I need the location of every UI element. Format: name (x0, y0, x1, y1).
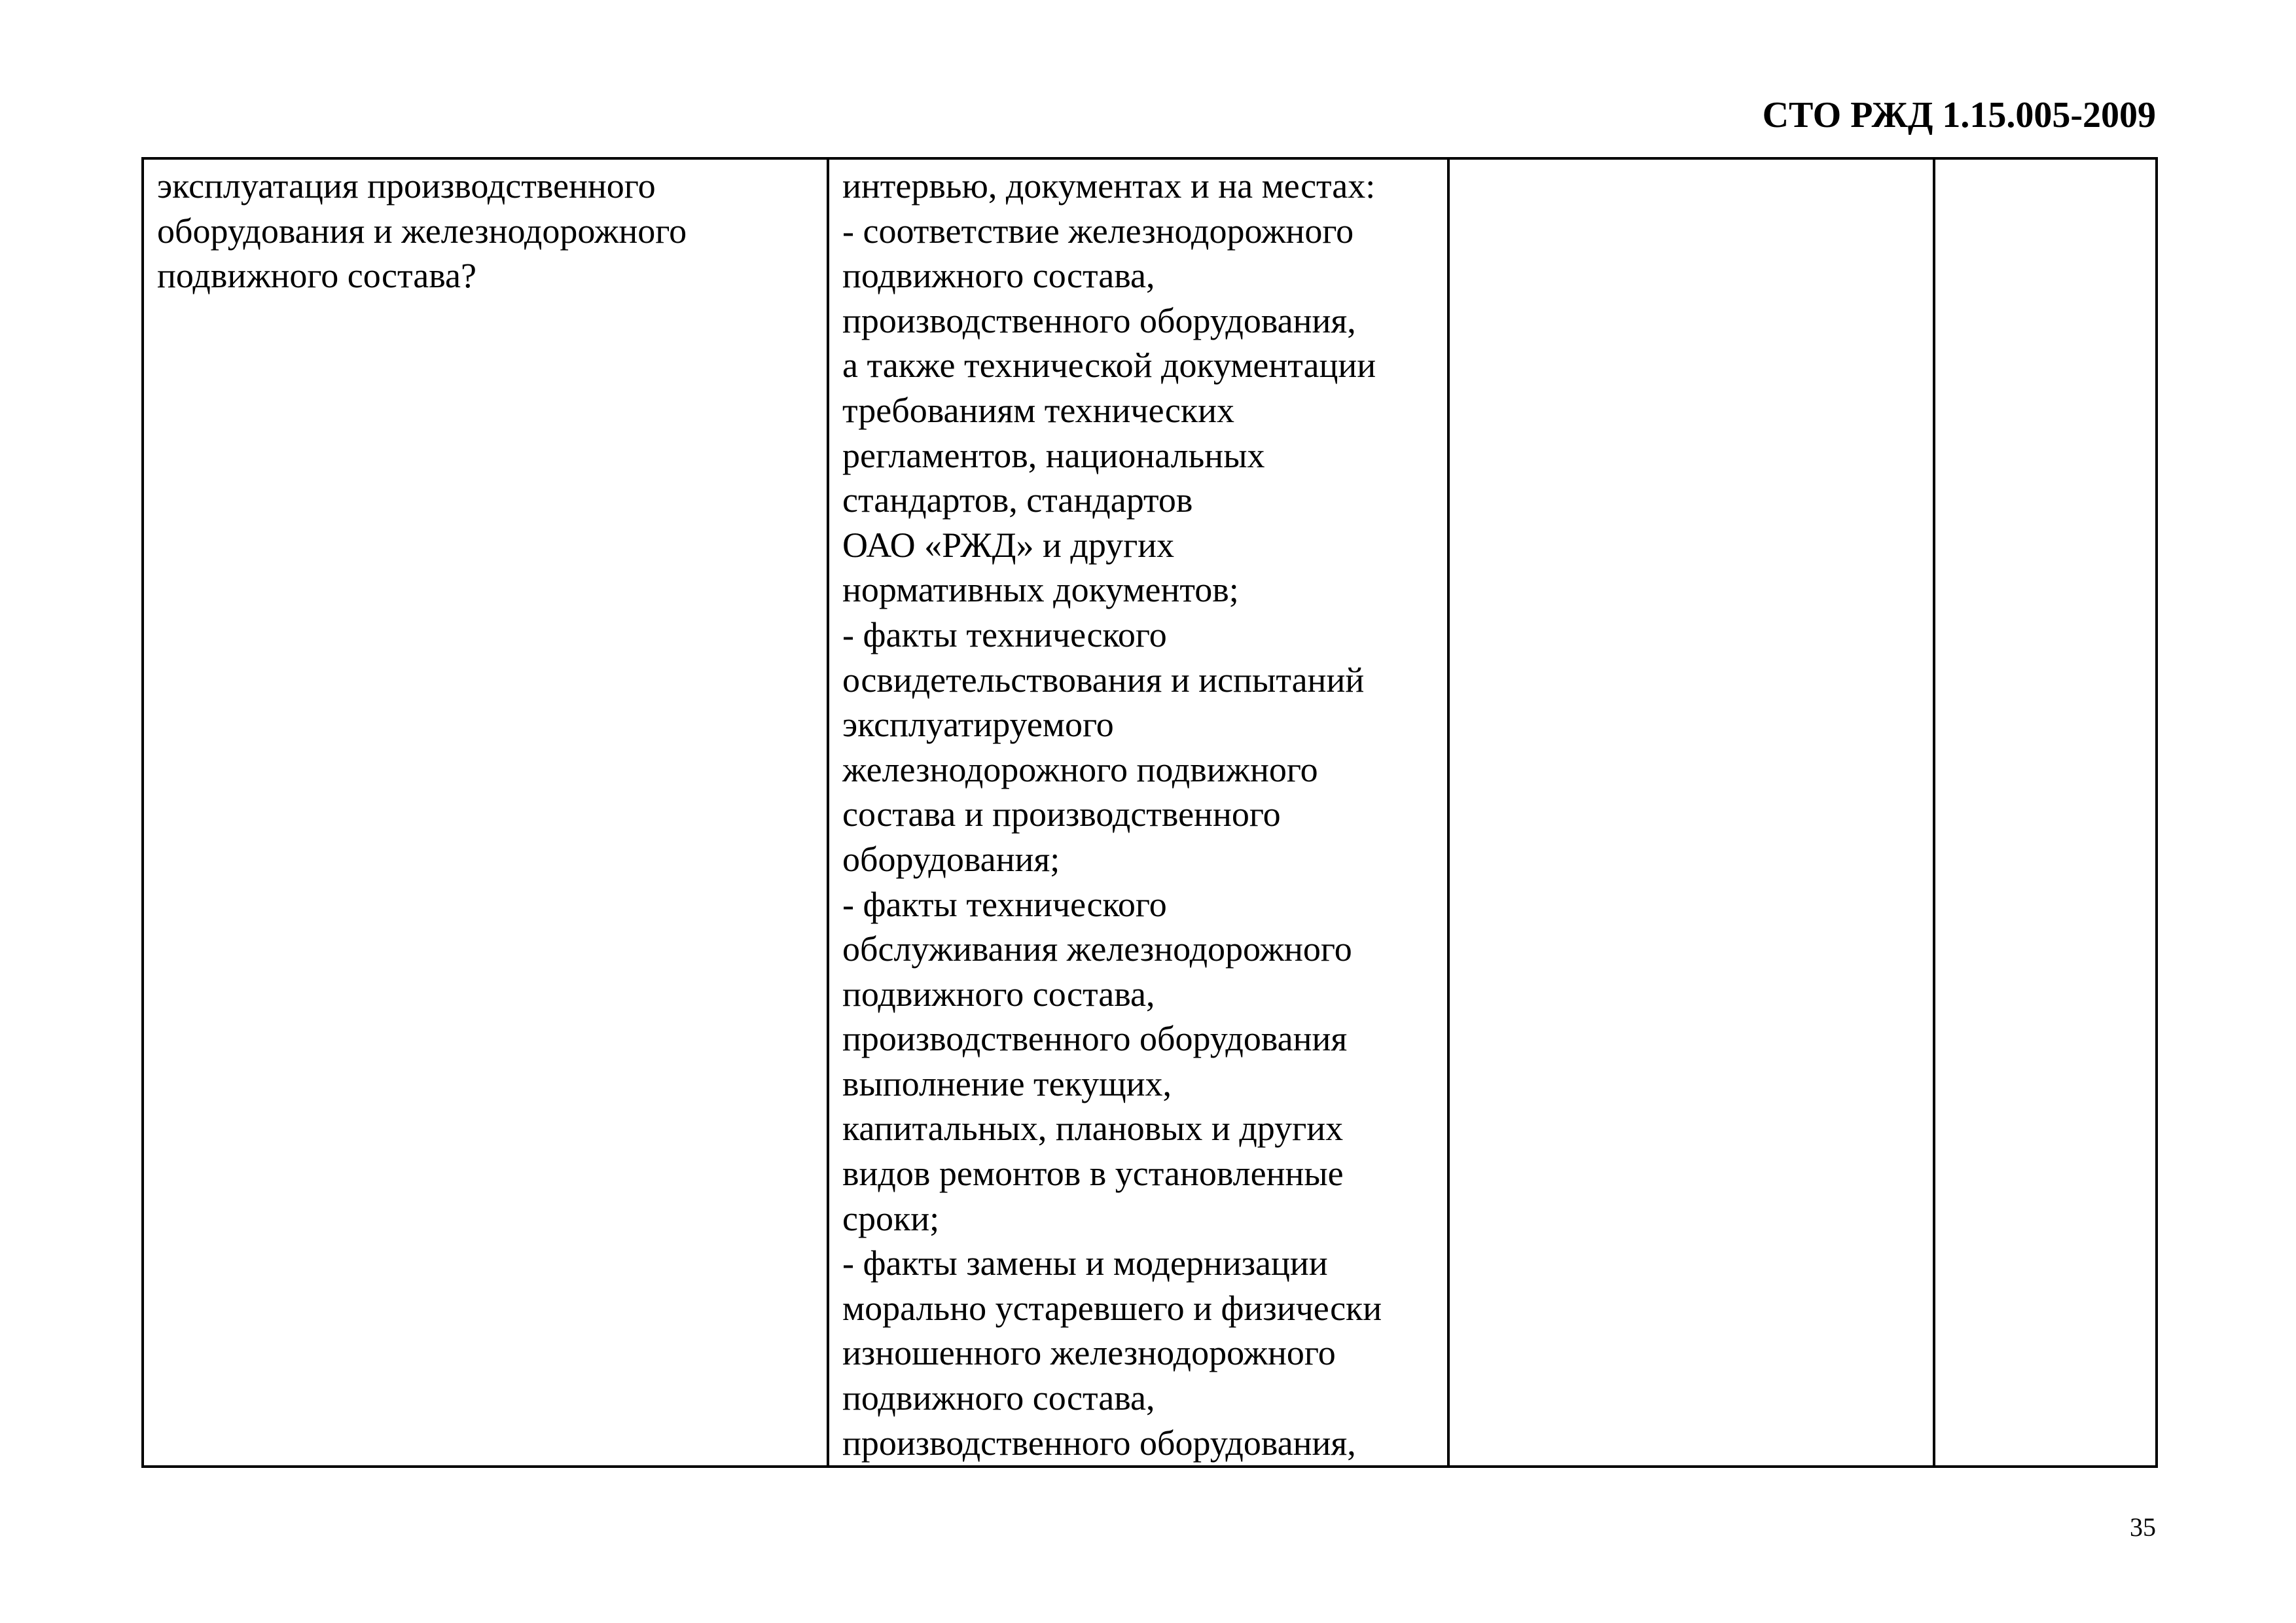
requirements-table (141, 157, 2158, 1468)
table-row (143, 158, 2157, 1467)
cell-text-4 (1935, 160, 2155, 164)
evidence-text: интервью, документах и на местах: - соответствие железнодорожного подвижного состава, производственного оборудования, а также технической документации требованиям технических регламентов, национальных стандартов, стандартов ОАО «РЖД» и других нормативных документов; - факты технического освидетельствования и испытаний эксплуатируемого железнодорожного подвижного состава и производственного оборудования; - факты технического обслуживания железнодорожного подвижного состава, производственного оборудования выполнение текущих, капитальных, плановых и других видов ремонтов в установленные сроки; - факты замены и модернизации морально устаревшего и физически изношенного железнодорожного подвижного состава, производственного оборудования, (842, 166, 1382, 1463)
table-cell-empty-3 (1448, 158, 1934, 1467)
page-number: 35 (2130, 1512, 2156, 1542)
document-code: СТО РЖД 1.15.005-2009 (1762, 95, 2156, 135)
table-cell-empty-4 (1934, 158, 2157, 1467)
table-cell-evidence (828, 158, 1448, 1467)
question-text: эксплуатация производственного оборудования и железнодорожного подвижного состава? (157, 166, 687, 296)
table-cell-question (143, 158, 828, 1467)
cell-text-3 (1450, 160, 1933, 164)
